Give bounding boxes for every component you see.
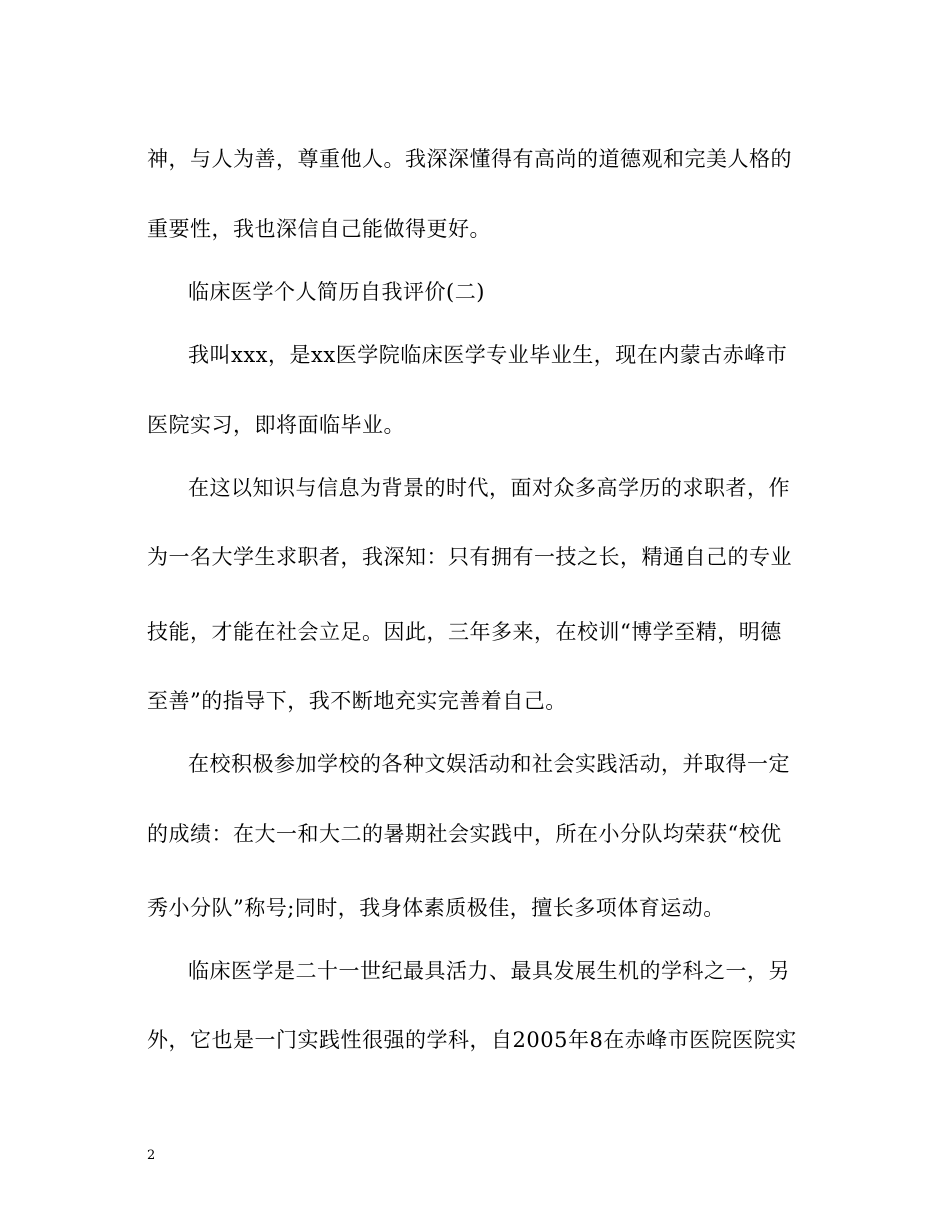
body-text-line: 重要性，我也深信自己能做得更好。: [147, 217, 491, 241]
body-text-line: 的成绩：在大一和大二的暑期社会实践中，所在小分队均荣获“校优: [147, 822, 782, 846]
body-text-line: 至善”的指导下，我不断地充实完善着自己。: [147, 689, 567, 713]
page-number: 2: [147, 1148, 156, 1163]
section-heading: 临床医学个人简历自我评价(二): [188, 280, 485, 304]
body-text-line: 在校积极参加学校的各种文娱活动和社会实践活动，并取得一定: [188, 752, 790, 776]
body-text-line: 为一名大学生求职者，我深知：只有拥有一技之长，精通自己的专业: [147, 545, 792, 569]
body-text-line: 在这以知识与信息为背景的时代，面对众多高学历的求职者，作: [188, 476, 790, 500]
body-text-line: 外，它也是一门实践性很强的学科，自2005年8在赤峰市医院医院实: [147, 1028, 797, 1052]
body-text-line: 医院实习，即将面临毕业。: [147, 413, 405, 437]
body-text-line: 临床医学是二十一世纪最具活力、最具发展生机的学科之一，另: [188, 959, 790, 983]
body-text-line: 秀小分队”称号;同时，我身体素质极佳，擅长多项体育运动。: [147, 896, 725, 920]
body-text-line: 技能，才能在社会立足。因此，三年多来，在校训“博学至精，明德: [147, 620, 782, 644]
body-text-line: 我叫xxx，是xx医学院临床医学专业毕业生，现在内蒙古赤峰市: [188, 343, 788, 367]
body-text-line: 神，与人为善，尊重他人。我深深懂得有高尚的道德观和完美人格的: [147, 147, 792, 171]
